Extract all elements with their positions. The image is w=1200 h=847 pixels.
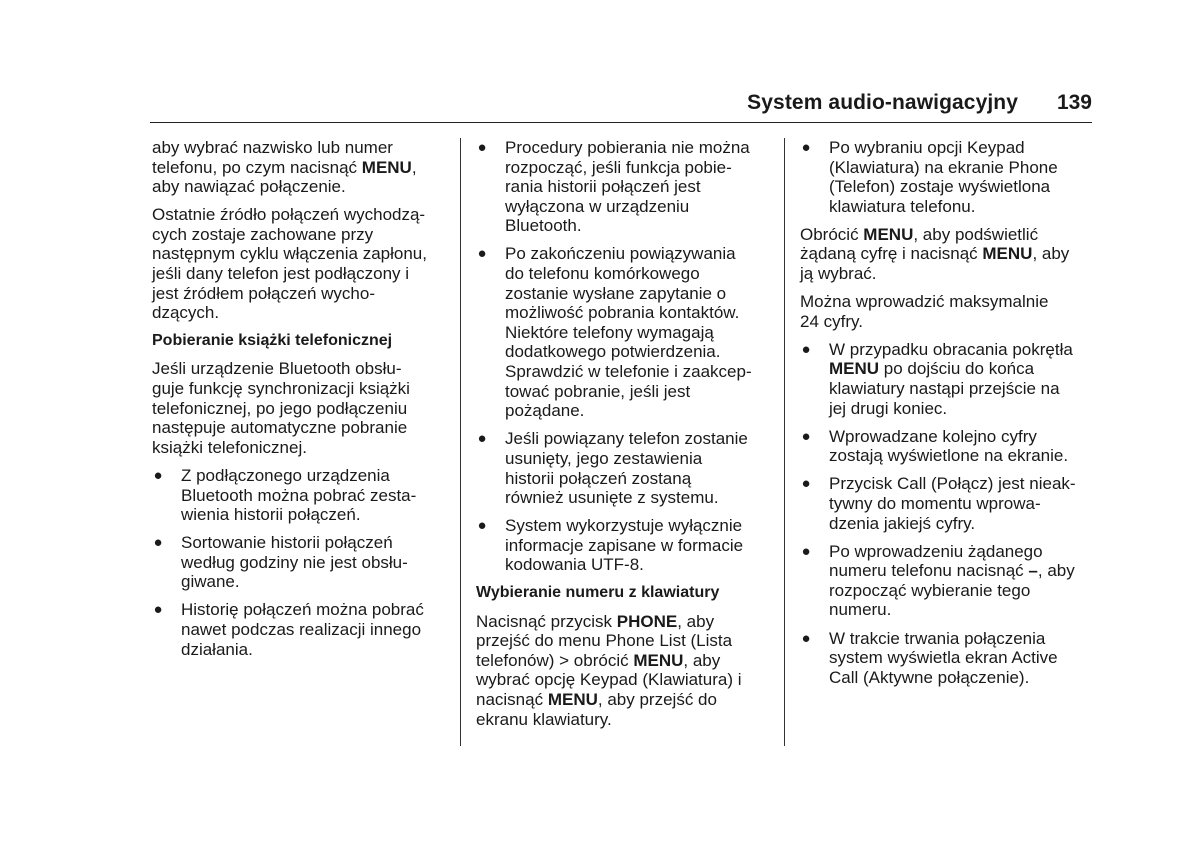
paragraph [476,612,776,730]
text-line: Sortowanie historii połączeń [181,533,393,553]
text-line: historii połączeń zostaną [505,468,692,488]
text-run: , aby [1037,561,1075,581]
text-line: rozpocząć wybieranie tego [829,580,1031,600]
dash-key-label: – [1028,561,1038,581]
text-line: Procedury pobierania nie można [505,138,750,157]
text-line: numeru. [829,600,892,620]
text-line: System wykorzystuje wyłącznie [505,516,743,536]
text-line: giwane. [181,572,240,592]
text-line [476,612,776,632]
text-line: nawet podczas realizacji innego [181,620,422,640]
text-line: Można wprowadzić maksymalnie [800,292,1049,312]
bullet-item [800,340,1100,418]
text-line: klawiatury nastąpi przejście na [829,379,1060,399]
bullet-icon: ● [801,629,811,647]
text-column-1 [152,138,452,668]
bullet-item [476,429,776,507]
text-line: Ostatnie źródło połączeń wychodzą- [152,205,426,225]
menu-control-label: MENU [547,689,598,709]
text-run: numeru telefonu nacisnąć [829,561,1029,581]
menu-control-label: MENU [633,650,684,670]
text-line [152,158,452,178]
paragraph [152,138,452,197]
bullet-icon: ● [801,427,811,445]
bullet-item [152,600,452,659]
text-line: Jeśli powiązany telefon zostanie [505,429,748,449]
text-line: dzących. [152,303,220,323]
menu-control-label: MENU [863,224,914,244]
text-line: następnym cyklu włączenia zapłonu, [152,244,427,264]
bullet-item [476,138,776,236]
text-line: 24 cyfry. [800,311,863,331]
text-line: pożądane. [505,401,585,421]
bullet-item [476,516,776,575]
text-line: jej drugi koniec. [829,398,948,418]
text-line: Call (Aktywne połączenie). [829,667,1030,687]
text-line: tywny do momentu wprowa- [829,494,1041,513]
bullet-item [476,244,776,420]
text-line: wybrać opcję Keypad (Klawiatura) i [476,670,742,690]
text-line: tować pobranie, jeśli jest [505,381,691,401]
text-line [829,359,1100,379]
bullet-item [800,542,1100,620]
menu-control-label: MENU [829,359,880,379]
text-run: Nacisnąć przycisk [476,611,617,631]
text-line: wyłączona w urządzeniu [505,196,690,216]
text-line: system wyświetla ekran Active [829,648,1058,668]
text-line: ekranu klawiatury. [476,709,612,729]
bullet-item [800,427,1100,466]
text-run: , [411,157,417,177]
text-line: według godziny nie jest obsłu- [181,552,408,572]
bullet-icon: ● [153,601,163,619]
paragraph [152,359,452,457]
text-line: kodowania UTF-8. [505,555,644,575]
text-line: (Telefon) zostaje wyświetlona [829,177,1051,197]
text-line: W przypadku obracania pokrętła [829,339,1073,359]
text-line [800,225,1100,245]
text-run: Obrócić [800,224,864,244]
text-line: Bluetooth. [505,216,582,236]
bullet-item [152,466,452,525]
text-run: , aby [677,611,715,631]
phone-control-label: PHONE [616,611,678,631]
page-number: 139 [1056,91,1092,114]
section-heading: Pobieranie książki telefonicznej [152,332,393,350]
text-line: aby wybrać nazwisko lub numer [152,138,393,157]
text-run: żądaną cyfrę i nacisnąć [800,244,983,264]
text-run: telefonów) > obrócić [476,650,634,670]
menu-control-label: MENU [361,157,412,177]
paragraph [152,205,452,323]
text-line: wienia historii połączeń. [181,505,361,525]
text-column-3 [800,138,1100,696]
menu-control-label: MENU [982,244,1033,264]
bullet-icon: ● [477,517,487,535]
text-run: , aby [683,650,721,670]
text-run: telefonu, po czym nacisnąć [152,157,362,177]
text-line: telefonicznej, po jego podłączeniu [152,398,408,418]
text-line: Po wybraniu opcji Keypad [829,138,1025,157]
bullet-icon: ● [153,466,163,484]
bullet-icon: ● [477,139,487,156]
text-line: rania historii połączeń jest [505,177,701,197]
text-line: Niektóre telefony wymagają [505,322,714,342]
text-line: działania. [181,639,253,659]
text-line: następuje automatyczne pobranie [152,418,408,438]
text-line: Po wprowadzeniu żądanego [829,541,1043,561]
bullet-icon: ● [477,245,487,263]
bullet-icon: ● [153,534,163,552]
text-run: nacisnąć [476,689,548,709]
text-line [476,651,776,671]
text-line: rozpocząć, jeśli funkcja pobie- [505,157,732,177]
text-line: zostanie wysłane zapytanie o [505,283,727,303]
text-line: cych zostaje zachowane przy [152,224,374,244]
bullet-icon: ● [801,542,811,560]
text-line: (Klawiatura) na ekranie Phone [829,157,1058,177]
text-line: również usunięte z systemu. [505,488,719,508]
bullet-icon: ● [801,475,811,493]
text-line: guje funkcję synchronizacji książki [152,379,410,399]
text-line: Bluetooth można pobrać zesta- [181,485,417,505]
text-line: Po zakończeniu powiązywania [505,244,736,264]
text-line: Sprawdzić w telefonie i zaakcep- [505,362,752,382]
bullet-item [800,474,1100,533]
text-run: , aby przejść do [597,689,717,709]
bullet-icon: ● [801,340,811,358]
column-divider-left [460,138,461,746]
text-line: książki telefonicznej. [152,437,307,457]
paragraph [800,292,1100,331]
text-line: zostają wyświetlone na ekranie. [829,446,1069,466]
text-line: do telefonu komórkowego [505,264,700,284]
bullet-item [152,533,452,592]
text-line: aby nawiązać połączenie. [152,177,346,197]
text-line: Historię połączeń można pobrać [181,600,424,620]
text-line: usunięty, jego zestawienia [505,448,703,468]
bullet-item [800,138,1100,216]
text-line: możliwość pobrania kontaktów. [505,303,740,323]
bullet-item [800,629,1100,688]
section-title: System audio-nawigacyjny [747,91,1018,114]
text-line: informacje zapisane w formacie [505,535,744,555]
bullet-icon: ● [801,139,811,156]
text-line [476,690,776,710]
text-line [800,244,1100,264]
text-line: przejść do menu Phone List (Lista [476,631,733,651]
text-line: Wprowadzane kolejno cyfry [829,426,1037,446]
text-line: klawiatura telefonu. [829,196,976,216]
text-line: jeśli dany telefon jest podłączony i [152,264,410,284]
paragraph [800,225,1100,284]
text-run: , aby podświetlić [913,224,1039,244]
text-run: po dojściu do końca [879,359,1035,379]
text-line: jest źródłem połączeń wycho- [152,283,375,303]
text-line: Przycisk Call (Połącz) jest nieak- [829,474,1076,494]
bullet-icon: ● [477,430,487,448]
text-line: ją wybrać. [800,264,877,284]
text-line: dzenia jakiejś cyfry. [829,513,976,533]
text-line: Z podłączonego urządzenia [181,465,390,485]
column-divider-right [784,138,785,746]
text-run: , aby [1032,244,1070,264]
text-column-2 [476,138,776,738]
text-line: W trakcie trwania połączenia [829,628,1046,648]
page-header [150,88,1092,123]
text-line: Jeśli urządzenie Bluetooth obsłu- [152,359,402,379]
text-line: dodatkowego potwierdzenia. [505,342,721,362]
section-heading: Wybieranie numeru z klawiatury [476,584,720,602]
text-line [829,561,1100,581]
